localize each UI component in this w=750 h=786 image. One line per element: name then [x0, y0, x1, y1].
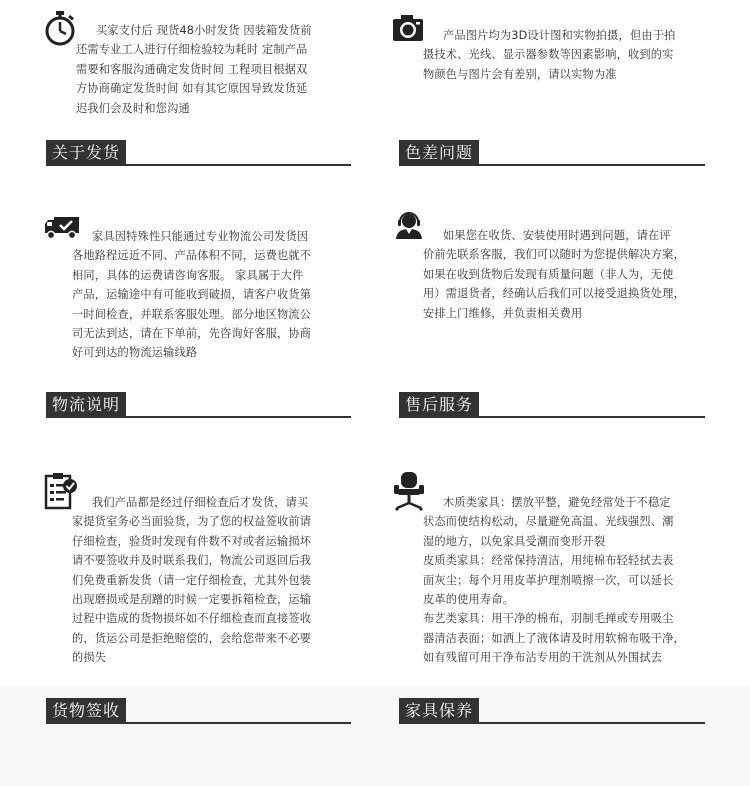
text-line: 家具因特殊性只能通过专业物流公司发货因: [92, 230, 309, 243]
section-heading-shipping: [46, 140, 351, 168]
care-text: [423, 493, 685, 668]
text-line: 价前先联系客服，我们可以随时为您提供解决方案，: [423, 248, 685, 262]
heading-title: 售后服务: [399, 392, 479, 418]
text-line: 方协商确定发货时间 如有其它原因导致发货延: [76, 82, 308, 96]
section-heading-care: [399, 698, 705, 726]
text-line: 皮质类家具：经常保持清洁，用纯棉布轻轻拭去表: [423, 554, 674, 568]
camera-icon: [392, 14, 424, 42]
text-line: 状态而使结构松动，尽量避免高温、光线强烈、潮: [423, 515, 674, 529]
receipt-text: [72, 493, 311, 668]
text-line: 的损失: [72, 651, 107, 665]
text-line: 好可到达的物流运输线路: [72, 346, 198, 360]
logistics-text: [72, 227, 311, 363]
text-line: 各地路程远近不同、产品体积不同，运费也就不: [72, 249, 312, 263]
text-line: 们免费重新发货（请一定仔细检查，尤其外包装: [72, 573, 312, 587]
heading-title: 家具保养: [399, 698, 479, 724]
shipping-text: [76, 21, 312, 118]
text-line: 仔细检查，验货时发现有件数不对或者运输损坏: [72, 534, 312, 548]
section-heading-logistics: [46, 392, 351, 420]
text-line: 家提货室务必当面验货，为了您的权益签收前请: [72, 515, 312, 529]
text-line: 过程中造成的货物损坏如不仔细检查而直接签收: [72, 612, 312, 626]
aftersale-text: [423, 226, 685, 323]
text-line: 还需专业工人进行仔细检验较为耗时 定制产品: [76, 43, 308, 57]
text-line: 司无法到达，请在下单前，先咨询好客服，协商: [72, 327, 312, 341]
text-line: 出现磨损或是刮蹭的时候一定要拆箱检查，运输: [72, 593, 312, 607]
text-line: 如有残留可用干净布沾专用的干洗剂从外围拭去: [423, 651, 663, 665]
text-line: 买家支付后 现货48小时发货 因装箱发货前: [96, 24, 312, 37]
text-line: 面灰尘；每个月用皮革护理剂喷擦一次，可以延长: [423, 573, 674, 587]
text-line: 产品图片均为3D设计图和实物拍摄，但由于拍: [443, 29, 676, 42]
stopwatch-icon: [44, 10, 76, 46]
text-line: 相同，具体的运费请咨询客服。 家具属于大件: [72, 268, 304, 282]
text-line: 安排上门维修，并负责相关费用: [423, 306, 583, 320]
text-line: 布艺类家具：用干净的棉布，羽制毛掸或专用吸尘: [423, 612, 674, 626]
heading-title: 关于发货: [46, 140, 126, 166]
text-line: 需要和客服沟通确定发货时间 工程项目根据双: [76, 62, 308, 76]
text-line: 物颜色与图片会有差别，请以实物为准: [423, 67, 617, 81]
text-line: 产品，运输途中有可能收到破损，请客户收货第: [72, 288, 312, 302]
section-heading-color: [399, 140, 705, 168]
text-line: 一时间检查，并联系客服处理。部分地区物流公: [72, 307, 312, 321]
heading-title: 货物签收: [46, 698, 126, 724]
heading-title: 物流说明: [46, 392, 126, 418]
text-line: 摄技术、光线、显示器参数等因素影响，收到的实: [423, 48, 674, 62]
headset-agent-icon: [394, 210, 424, 240]
text-line: 如果您在收货、安装使用时遇到问题，请在评: [443, 229, 671, 242]
text-line: 皮革的使用寿命。: [423, 593, 515, 607]
office-chair-icon: [393, 471, 425, 511]
text-line: 迟我们会及时和您沟通: [76, 101, 190, 115]
section-heading-receipt: [46, 698, 351, 726]
text-line: 木质类家具：摆放平整，避免经常处于不稳定: [443, 496, 671, 509]
text-line: 的，货运公司是拒绝赔偿的，会给您带来不必要: [72, 631, 312, 645]
color-text: [423, 26, 676, 84]
text-line: 湿的地方，以免家具受潮而变形开裂: [423, 534, 606, 548]
text-line: 器清洁表面；如洒上了液体请及时用软棉布吸干净，: [423, 631, 685, 645]
text-line: 如果在收到货物后发现有质量问题（非人为，无使: [423, 267, 674, 281]
text-line: 我们产品都是经过仔细检查后才发货，请买: [92, 496, 309, 509]
text-line: 用）需退货者，经确认后我们可以接受退换货处理，: [423, 287, 685, 301]
section-heading-aftersale: [399, 392, 705, 420]
text-line: 请不要签收并及时联系我们，物流公司返回后我: [72, 554, 312, 568]
heading-title: 色差问题: [399, 140, 479, 166]
